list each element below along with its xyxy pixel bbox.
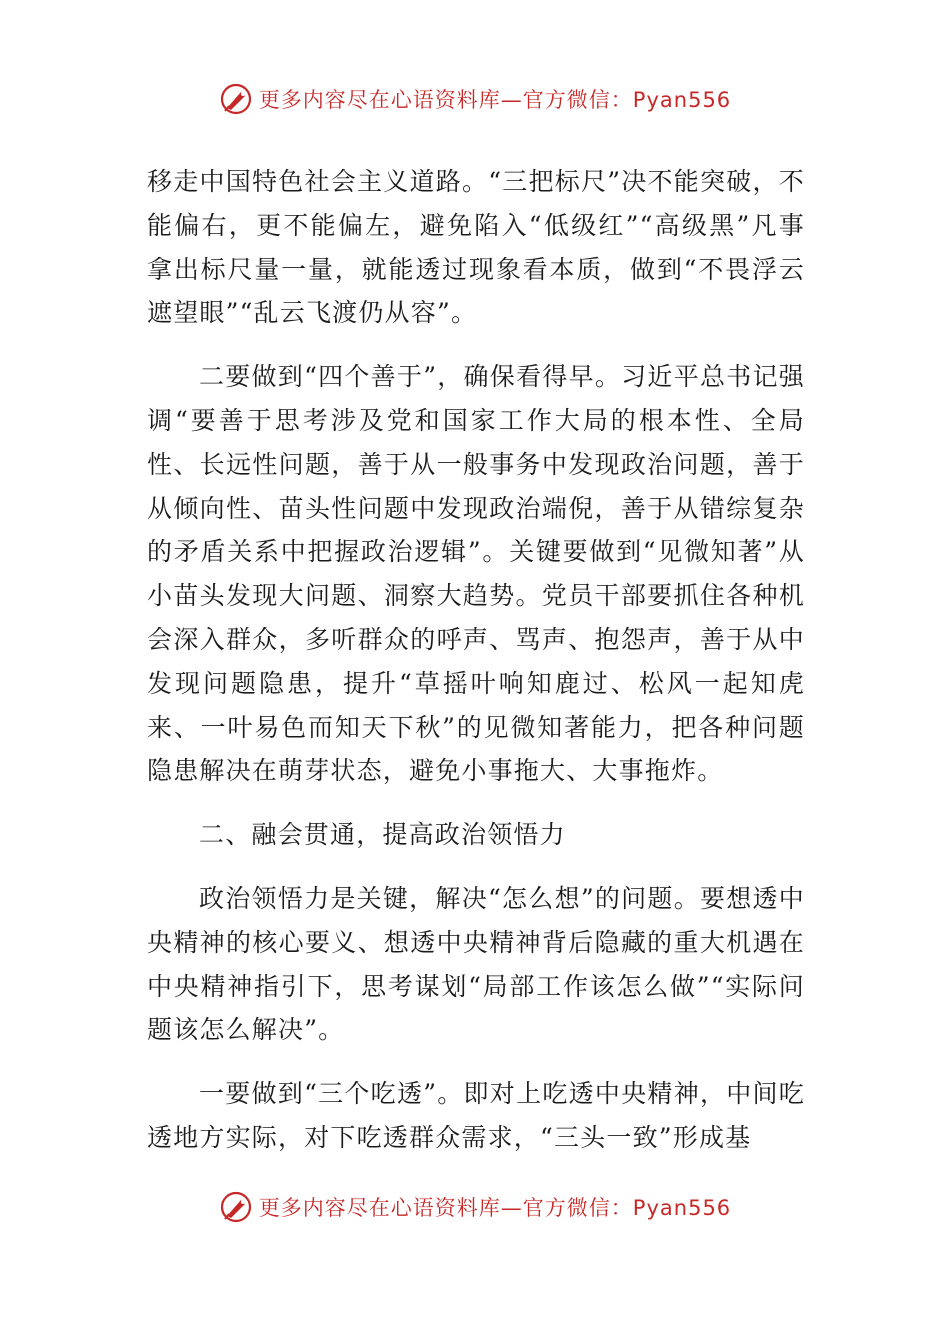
footer-banner-text: 更多内容尽在心语资料库—官方微信：Pyan556 (258, 1196, 732, 1220)
footer-banner (0, 1190, 950, 1224)
paragraph-4: 一要做到“三个吃透”。即对上吃透中央精神，中间吃透地方实际，对下吃透群众需求，“三头一致”形成基 (147, 1079, 805, 1152)
paragraph-3: 政治领悟力是关键，解决“怎么想”的问题。要想透中央精神的核心要义、想透中央精神背后隐藏的重大机遇在中央精神指引下，思考谋划“局部工作该怎么做”“实际问题该怎么解决”。 (147, 883, 805, 1045)
document-body (147, 160, 805, 1180)
header-banner-text: 更多内容尽在心语资料库—官方微信：Pyan556 (258, 88, 732, 112)
paragraph-1: 移走中国特色社会主义道路。“三把标尺”决不能突破，不能偏右，更不能偏左，避免陷入“低级红”“高级黑”凡事拿出标尺量一量，就能透过现象看本质，做到“不畏浮云遮望眼”“乱云飞渡仍从容”。 (147, 167, 805, 328)
section-heading: 二、融会贯通，提高政治领悟力 (199, 820, 566, 850)
header-banner (0, 82, 950, 116)
pen-nib-logo-icon (219, 1190, 253, 1224)
pen-nib-logo-icon (219, 82, 253, 116)
paragraph-2: 二要做到“四个善于”，确保看得早。习近平总书记强调“要善于思考涉及党和国家工作大局的根本性、全局性、长远性问题，善于从一般事务中发现政治问题，善于从倾向性、苗头性问题中发现政治端倪，善于从错综复杂的矛盾关系中把握政治逻辑”。关键要做到“见微知著”从小苗头发现大问题、洞察大趋势。党员干部要抓住各种机会深入群众，多听群众的呼声、骂声、抱怨声，善于从中发现问题隐患，提升“草摇叶响知鹿过、松风一起知虎来、一叶易色而知天下秋”的见微知著能力，把各种问题隐患解决在萌芽状态，避免小事拖大、大事拖炸。 (147, 362, 805, 786)
